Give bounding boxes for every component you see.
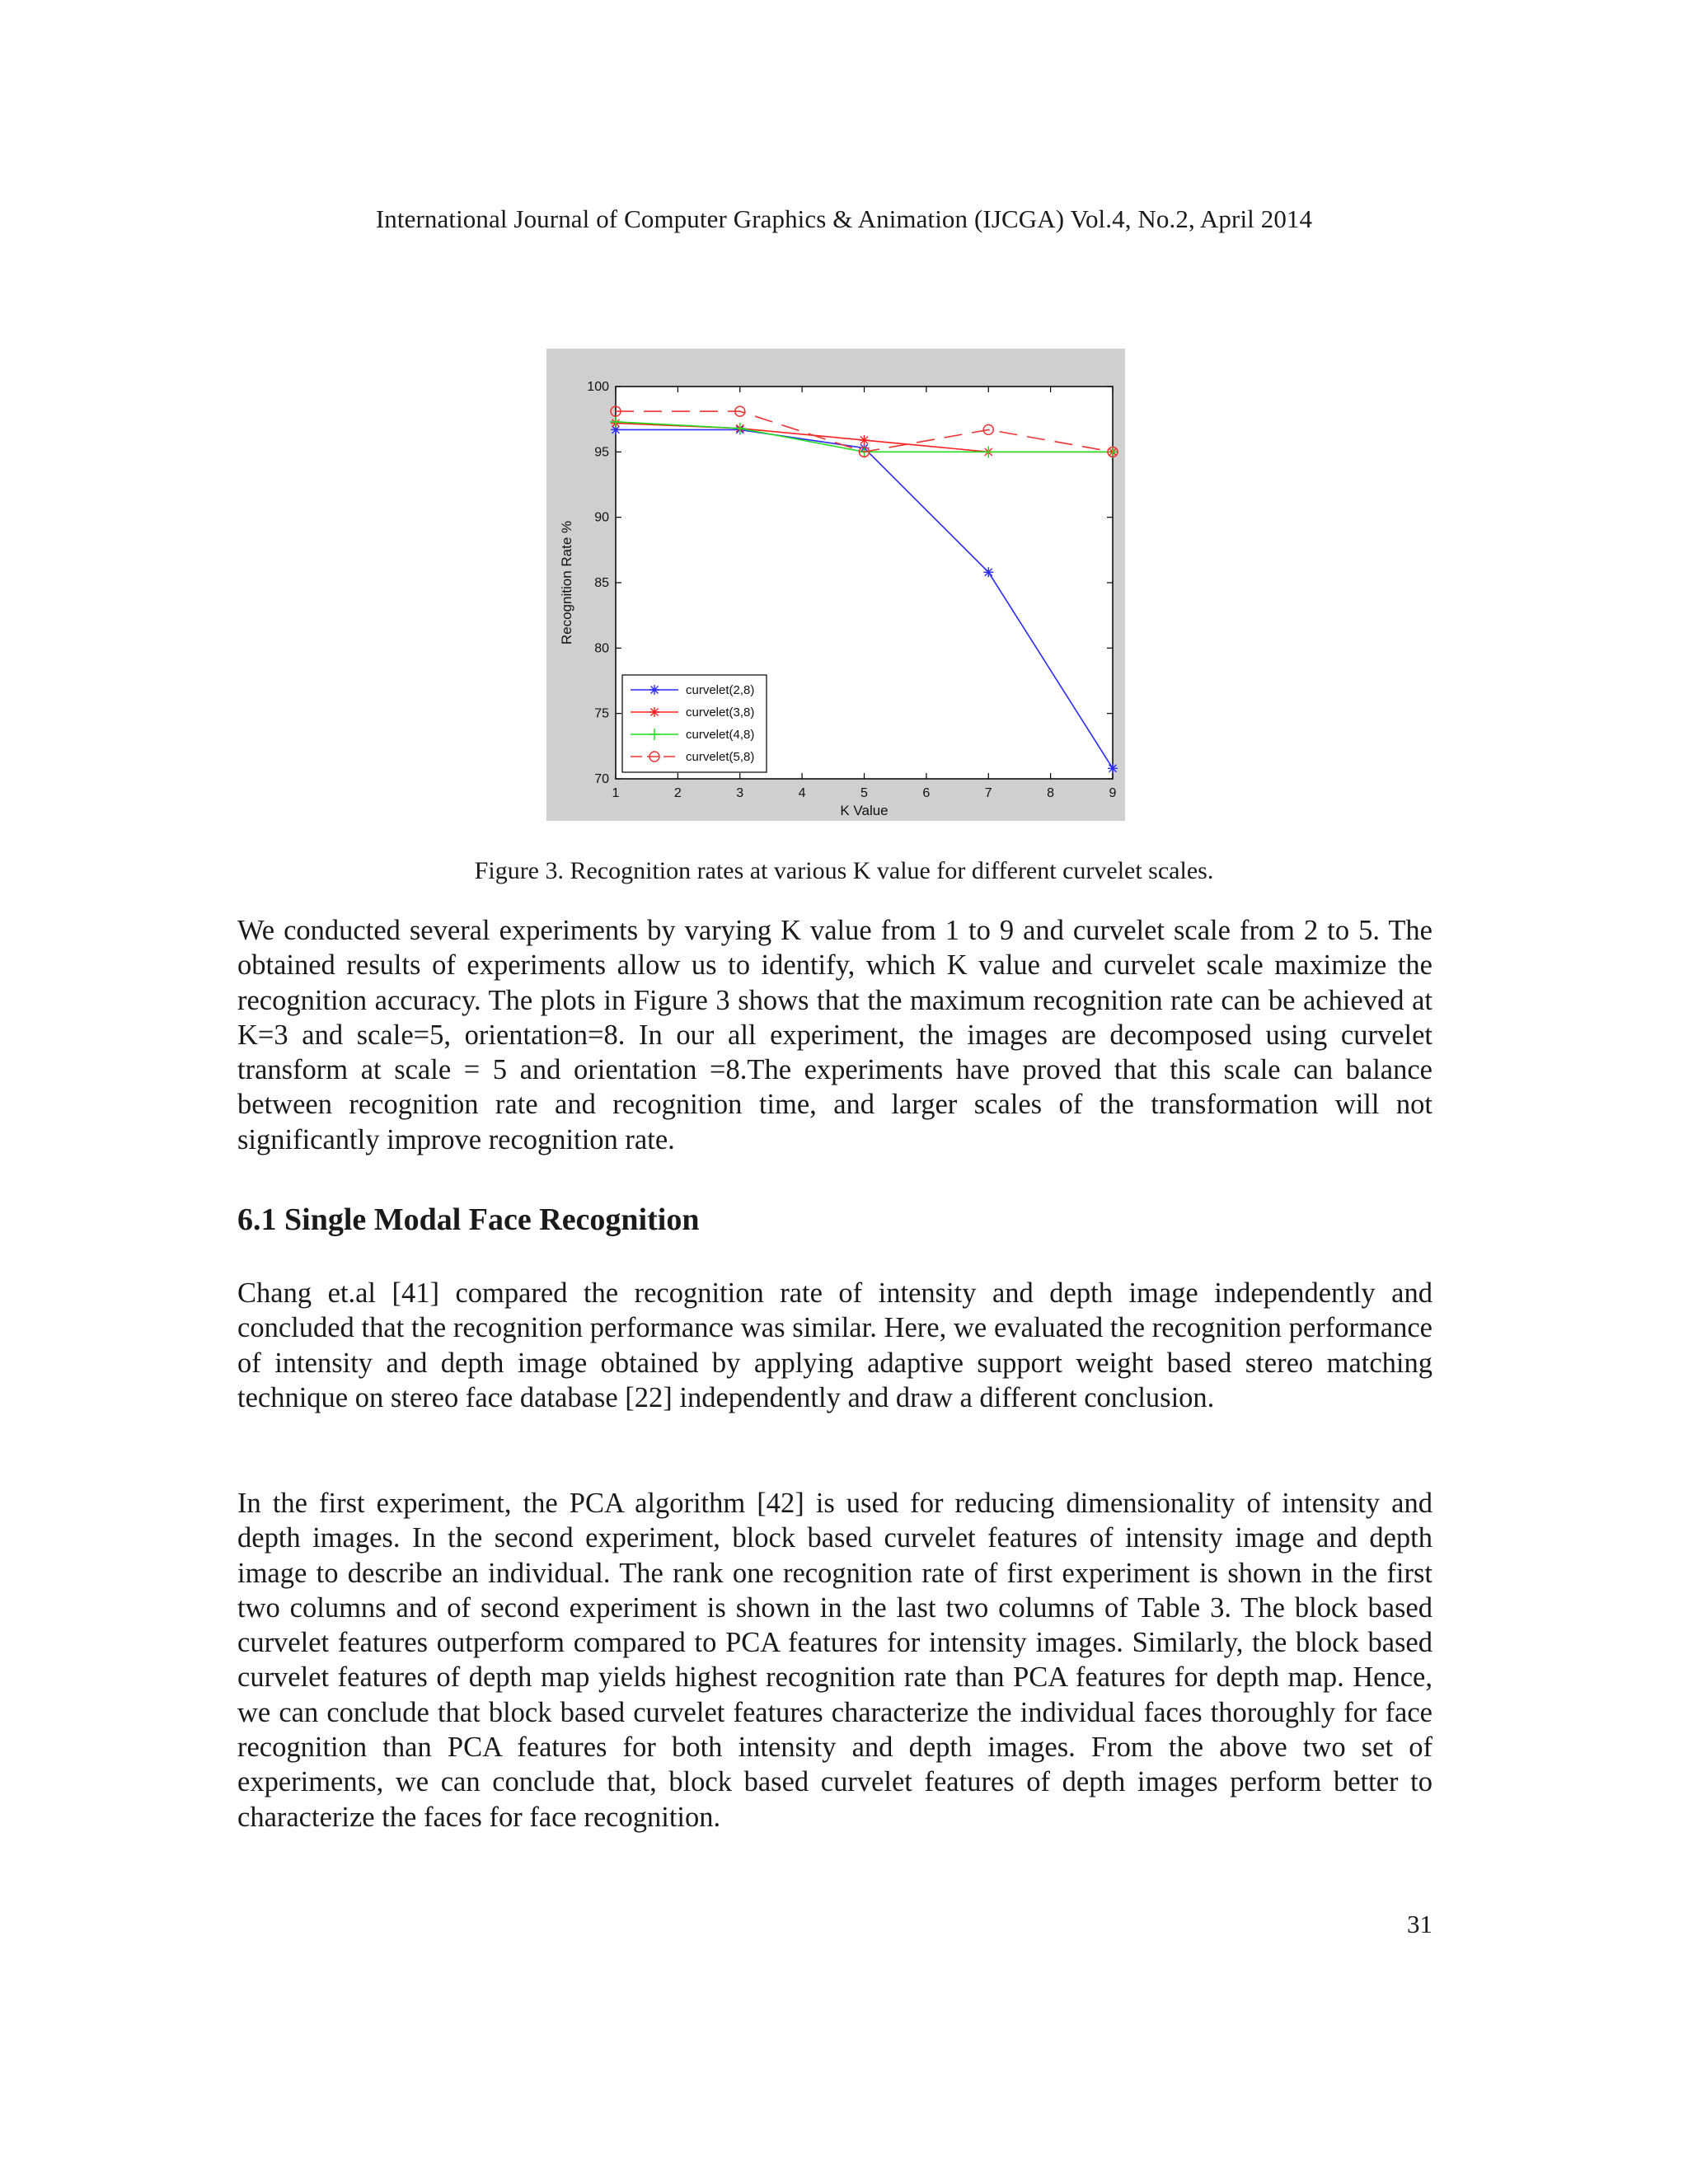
legend-label-2: curvelet(3,8) (686, 705, 755, 719)
x-tick-label: 5 (860, 786, 868, 800)
y-tick-label: 100 (587, 380, 609, 394)
y-tick-label: 95 (594, 445, 609, 460)
x-tick-label: 1 (612, 786, 620, 800)
x-tick-label: 7 (984, 786, 992, 800)
series-2-point (860, 435, 870, 445)
x-tick-label: 6 (922, 786, 931, 800)
series-1-point (983, 567, 993, 577)
figure-caption: Figure 3. Recognition rates at various K value for different curvelet scales. (474, 857, 1214, 884)
x-tick-label: 8 (1047, 786, 1055, 800)
page-number: 31 (1407, 1910, 1432, 1938)
paragraph-pca: In the first experiment, the PCA algorithm [42] is used for reducing dimensionality of intensity and depth images. In the second experiment, block based curvelet features of intensity image and depth image to describe an individual. The rank one recognition rate of first experiment is shown in the first two columns and of second experiment is shown in the last two columns of Table 3. The block based curvelet features outperform compared to PCA features for intensity images. Similarly, the block based curvelet features of depth map yields highest recognition rate than PCA features for depth map. Hence, we can conclude that block based curvelet features characterize the individual faces thoroughly for face recognition than PCA features for both intensity and depth images. From the above two set of experiments, we can conclude that, block based curvelet features of depth images perform better to characterize the faces for face recognition. (237, 1488, 1432, 1833)
recognition-rate-chart (546, 349, 1125, 821)
x-tick-label: 9 (1109, 786, 1117, 800)
series-1-point (1108, 763, 1118, 773)
x-tick-label: 3 (736, 786, 744, 800)
legend-label-3: curvelet(4,8) (686, 728, 755, 742)
x-axis-label: K Value (840, 803, 889, 818)
legend-label-1: curvelet(2,8) (686, 683, 755, 697)
legend-marker-1 (649, 685, 659, 695)
journal-header: International Journal of Computer Graphics & Animation (IJCGA) Vol.4, No.2, April 2014 (375, 204, 1313, 233)
legend-marker-2 (649, 707, 659, 717)
y-axis-label: Recognition Rate % (559, 520, 574, 645)
y-tick-label: 70 (594, 772, 609, 786)
x-tick-label: 2 (673, 786, 682, 800)
figure-3 (546, 349, 1125, 821)
x-tick-label: 4 (798, 786, 806, 800)
y-tick-label: 80 (594, 641, 609, 656)
y-tick-label: 75 (594, 706, 609, 721)
section-heading: 6.1 Single Modal Face Recognition (237, 1202, 700, 1237)
y-tick-label: 90 (594, 510, 609, 525)
y-tick-label: 85 (594, 576, 609, 590)
paragraph-chang: Chang et.al [41] compared the recognition rate of intensity and depth image independently and concluded that the recognition performance was similar. Here, we evaluated the recognition performance of intensity and depth image obtained by applying adaptive support weight based stereo matching technique on stereo face database [22] independently and draw a different conclusion. (237, 1277, 1432, 1413)
paragraph-experiments: We conducted several experiments by varying K value from 1 to 9 and curvelet scale from 2 to 5. The obtained results of experiments allow us to identify, which K value and curvelet scale maximize the recognition accuracy. The plots in Figure 3 shows that the maximum recognition rate can be achieved at K=3 and scale=5, orientation=8. In our all experiment, the images are decomposed using curvelet transform at scale = 5 and orientation =8.The experiments have proved that this scale can balance between recognition rate and recognition time, and larger scales of the transformation will not significantly improve recognition rate. (237, 915, 1432, 1155)
legend-label-4: curvelet(5,8) (686, 750, 755, 764)
